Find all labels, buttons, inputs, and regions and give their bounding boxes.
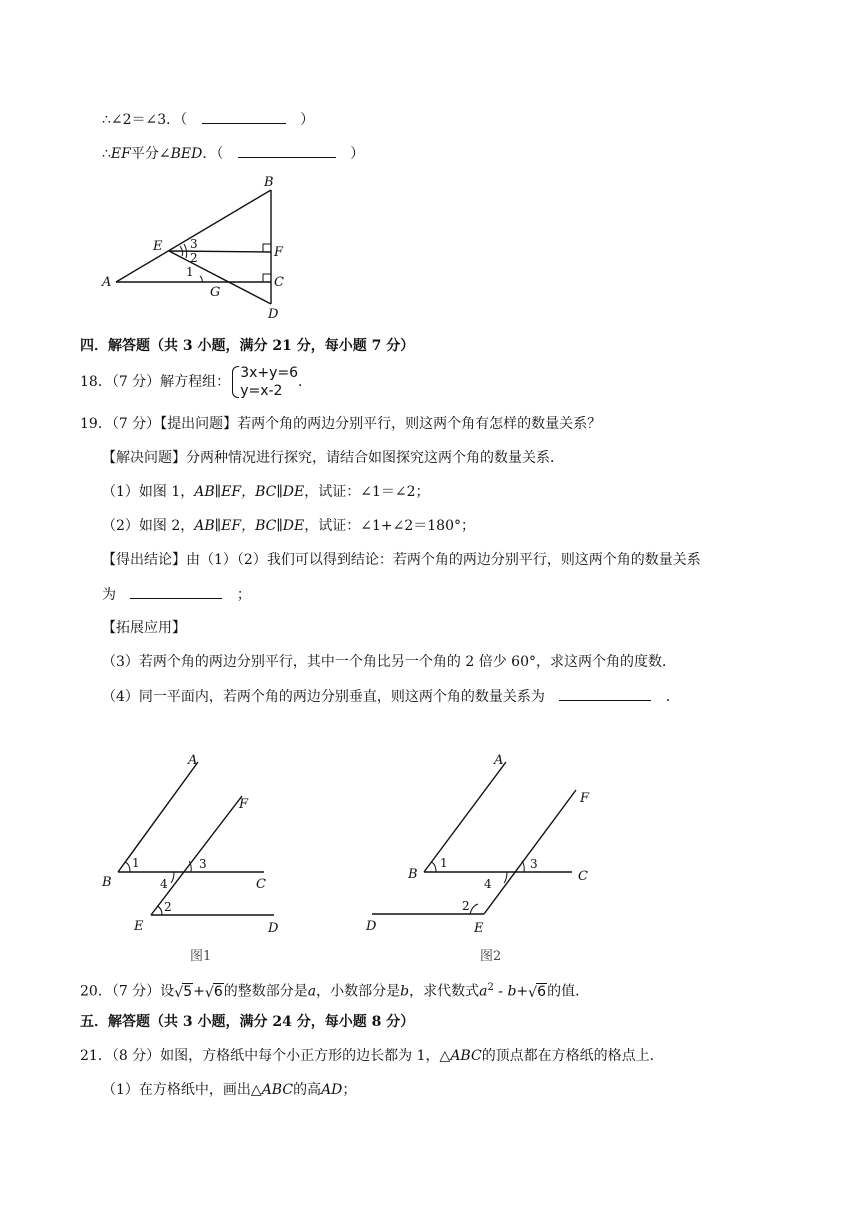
right-angle-c xyxy=(263,274,271,282)
q19-figure-2 xyxy=(362,748,602,964)
fig2-angle-1: 1 xyxy=(440,856,448,870)
equation-1: 3x+y=6 xyxy=(240,365,299,381)
fig2-label-b: B xyxy=(408,867,418,882)
question-19-line-6: 为 ； xyxy=(102,584,251,605)
fig2-label-a: A xyxy=(494,753,504,768)
question-19-line-4: （2）如图 2，AB∥EF，BC∥DE，试证：∠1+∠2＝180°； xyxy=(102,518,475,534)
fig1-angle-2: 2 xyxy=(164,900,172,914)
line-ba xyxy=(118,762,198,872)
sqrt-5: √ 5 xyxy=(174,983,193,1001)
question-20: 20．（7 分）设 √ 5+ √ 6的整数部分是a，小数部分是b，求代数式$a^2 - b+$ √ 6的值． xyxy=(80,982,590,1001)
fig2-label-e: E xyxy=(474,921,484,936)
radical-icon: √ xyxy=(204,984,214,1001)
equation-system xyxy=(232,364,298,400)
question-19-line-1: 19．（7 分）【提出问题】若两个角的两边分别平行，则这两个角有怎样的数量关系？ xyxy=(80,416,602,432)
angle-arc-1 xyxy=(431,862,436,872)
fig2-label-d: D xyxy=(366,919,377,934)
q17-figure xyxy=(96,172,296,322)
sqrt-6-b: √ 6 xyxy=(528,983,547,1001)
label-c: C xyxy=(274,275,284,290)
fig2-label-c: C xyxy=(578,869,588,884)
fig1-label-d: D xyxy=(268,921,279,936)
section-5-heading: 五．解答题（共 3 小题，满分 24 分，每小题 8 分） xyxy=(80,1014,415,1030)
label-g: G xyxy=(210,285,221,300)
fig1-angle-4: 4 xyxy=(160,877,168,891)
question-19-line-8: （3）若两个角的两边分别平行，其中一个角比另一个角的 2 倍少 60°，求这两个角的度数． xyxy=(102,654,676,670)
section-4-heading: 四．解答题（共 3 小题，满分 21 分，每小题 7 分） xyxy=(80,338,415,354)
question-19-line-7: 【拓展应用】 xyxy=(102,620,186,636)
question-19-line-2: 【解决问题】分两种情况进行探究，请结合如图探究这两个角的数量关系． xyxy=(102,450,564,466)
brace-icon xyxy=(232,366,239,398)
fig2-label-f: F xyxy=(580,791,590,806)
label-a: A xyxy=(102,275,112,290)
figure-2-caption: 图2 xyxy=(480,949,502,964)
sqrt-6: √ 6 xyxy=(204,983,223,1001)
question-19-line-3: （1）如图 1，AB∥EF，BC∥DE，试证：∠1＝∠2； xyxy=(102,484,430,500)
line-ef xyxy=(169,251,271,252)
angle-arc-2 xyxy=(470,904,478,914)
answer-blank[interactable] xyxy=(559,686,651,701)
angle-label-1: 1 xyxy=(186,265,194,279)
q17-line-2: ∴EF平分∠BED．（ ） xyxy=(102,143,364,164)
fig1-label-c: C xyxy=(256,877,266,892)
question-19-line-9: （4）同一平面内，若两个角的两边分别垂直，则这两个角的数量关系为 ． xyxy=(102,686,680,707)
line-ba xyxy=(424,762,506,872)
label-d: D xyxy=(268,307,279,322)
angle-arc-2 xyxy=(157,906,162,915)
angle-arc-4 xyxy=(504,872,507,883)
answer-blank[interactable] xyxy=(130,584,222,599)
radical-icon: √ xyxy=(528,984,538,1001)
angle-label-3: 3 xyxy=(190,237,198,251)
q17-line-1: ∴∠2＝∠3．（ ） xyxy=(102,109,314,130)
radical-icon: √ xyxy=(174,984,184,1001)
angle-arc-g xyxy=(200,276,202,282)
label-f: F xyxy=(274,245,284,260)
fig2-angle-3: 3 xyxy=(530,857,538,871)
label-b: B xyxy=(264,175,274,190)
fig1-angle-1: 1 xyxy=(132,856,140,870)
equation-2: y=x-2 xyxy=(240,383,283,399)
line-ef xyxy=(151,796,242,915)
figure-1-caption: 图1 xyxy=(190,949,212,964)
angle-arc-1 xyxy=(125,862,130,872)
answer-blank[interactable] xyxy=(238,143,336,158)
fig1-label-b: B xyxy=(102,875,112,890)
fig1-label-a: A xyxy=(188,753,198,768)
question-18: 18．（7 分）解方程组： 3x+y=6 y=x-2 ． xyxy=(80,365,313,399)
label-e: E xyxy=(153,239,163,254)
right-angle-f xyxy=(263,244,271,252)
question-19-line-5: 【得出结论】由（1）（2）我们可以得到结论：若两个角的两边分别平行，则这两个角的数量关系 xyxy=(102,552,701,568)
q19-figure-1 xyxy=(96,748,296,964)
line-ef xyxy=(484,790,576,914)
angle-label-2: 2 xyxy=(190,251,198,265)
fig1-angle-3: 3 xyxy=(199,857,207,871)
fig2-angle-4: 4 xyxy=(484,877,492,891)
answer-blank[interactable] xyxy=(202,109,286,124)
fig1-label-f: F xyxy=(239,797,249,812)
question-21-line-2: （1）在方格纸中，画出△ABC的高AD； xyxy=(102,1082,357,1098)
question-21-line-1: 21．（8 分）如图，方格纸中每个小正方形的边长都为 1，△ABC的顶点都在方格纸的格点上． xyxy=(80,1048,664,1064)
fig2-angle-2: 2 xyxy=(462,899,470,913)
fig1-label-e: E xyxy=(134,919,144,934)
angle-arc-4 xyxy=(171,872,174,883)
